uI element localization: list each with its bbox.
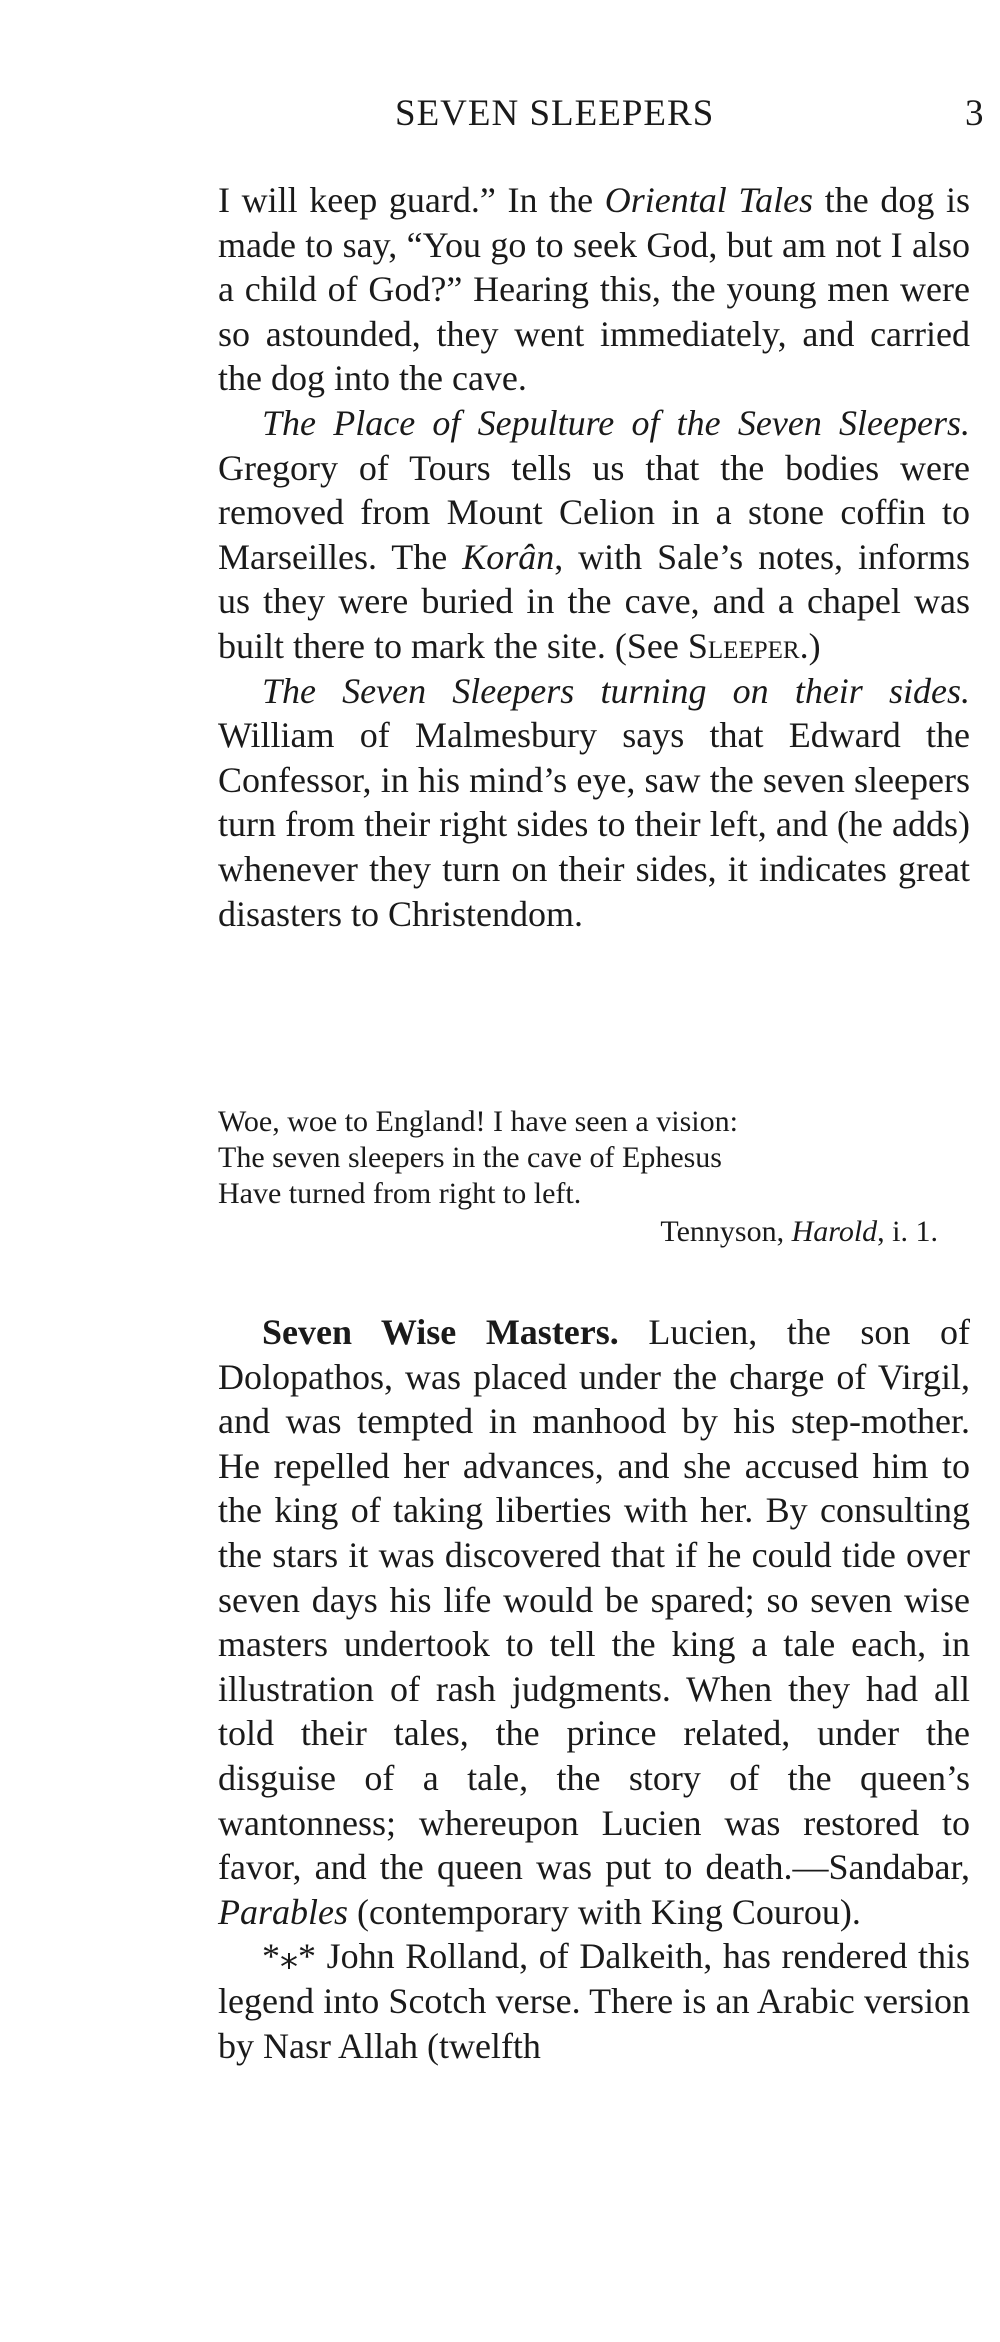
paragraph-dog-guard — [218, 178, 970, 401]
text-run: the dog is made to say, “You go to seek God, but am not I also a child of God?” Hearing this, the young men were so astounded, they went immediately, and carried the dog into the cave. — [218, 180, 970, 399]
text-run: John Rolland, of Dalkeith, has rendered this legend into Scotch verse. There is an Arabic version by Nasr Allah (twelfth — [218, 1936, 970, 2066]
text-run: William of Malmesbury says that Edward the Confessor, in his mind’s eye, saw the seven sleepers turn from their right sides to their left, and (he adds) whenever they turn on their sides, it indicates great disasters to Christendom. — [218, 715, 970, 934]
body-text-section-1 — [218, 178, 970, 936]
text-run: I will keep guard.” In the — [218, 180, 605, 220]
attribution-work: Harold — [791, 1215, 878, 1248]
quotation-attribution — [218, 1214, 938, 1250]
text-run: (contemporary with King Courou). — [348, 1891, 861, 1932]
italic-subheading: The Place of Sepulture of the Seven Sleepers. — [262, 402, 970, 443]
verse-line: Woe, woe to England! I have seen a vision: — [218, 1105, 738, 1138]
paragraph-turning-on-sides — [218, 669, 970, 937]
text-run: Gregory of Tours tells us that the bodies were removed from Mount Celion in a stone coffin to Marseilles. The — [218, 447, 970, 577]
paragraph-john-rolland — [218, 1934, 970, 2068]
italic-title-koran: Korân — [462, 536, 555, 577]
page-number: 3 — [965, 93, 985, 134]
text-run: Lucien, the son of Dolopathos, was placed under the charge of Virgil, and was tempted in manhood by his step-mother. He repelled her advances, and she accused him to the king of taking liberties with her. By consulting the stars it was discovered that if he could tide over seven days his life would be spared; so seven wise masters undertook to tell the king a tale each, in illustration of rash judgments. When they had all told their tales, the prince related, under the disguise of a tale, the story of the queen’s wantonness; whereupon Lucien was restored to favor, and the queen was put to death.—Sandabar, — [218, 1312, 970, 1888]
body-text-section-2 — [218, 1310, 970, 2068]
verse-line: The seven sleepers in the cave of Ephesus — [218, 1141, 722, 1174]
entry-headword: Seven Wise Masters. — [262, 1312, 619, 1352]
verse-line: Have turned from right to left. — [218, 1177, 582, 1210]
attribution-author: Tennyson, — [660, 1215, 792, 1248]
cross-reference-sleeper: Sleeper — [687, 625, 800, 666]
paragraph-seven-wise-masters — [218, 1310, 970, 1934]
attribution-reference: , i. 1. — [877, 1215, 938, 1248]
text-run: , with Sale’s notes, informs us they were buried in the cave, and a chapel was built there to mark the site. (See — [218, 536, 970, 666]
italic-subheading: The Seven Sleepers turning on their sides. — [262, 670, 970, 711]
verse-quotation — [218, 1104, 938, 1250]
paragraph-place-of-sepulture — [218, 401, 970, 669]
italic-title-parables: Parables — [218, 1891, 348, 1932]
asterism: *⁎* — [262, 1936, 316, 1977]
running-head-title: SEVEN SLEEPERS — [395, 93, 715, 134]
running-head — [0, 92, 1000, 142]
italic-title-oriental-tales: Oriental Tales — [604, 180, 814, 220]
text-run: .) — [799, 625, 821, 666]
